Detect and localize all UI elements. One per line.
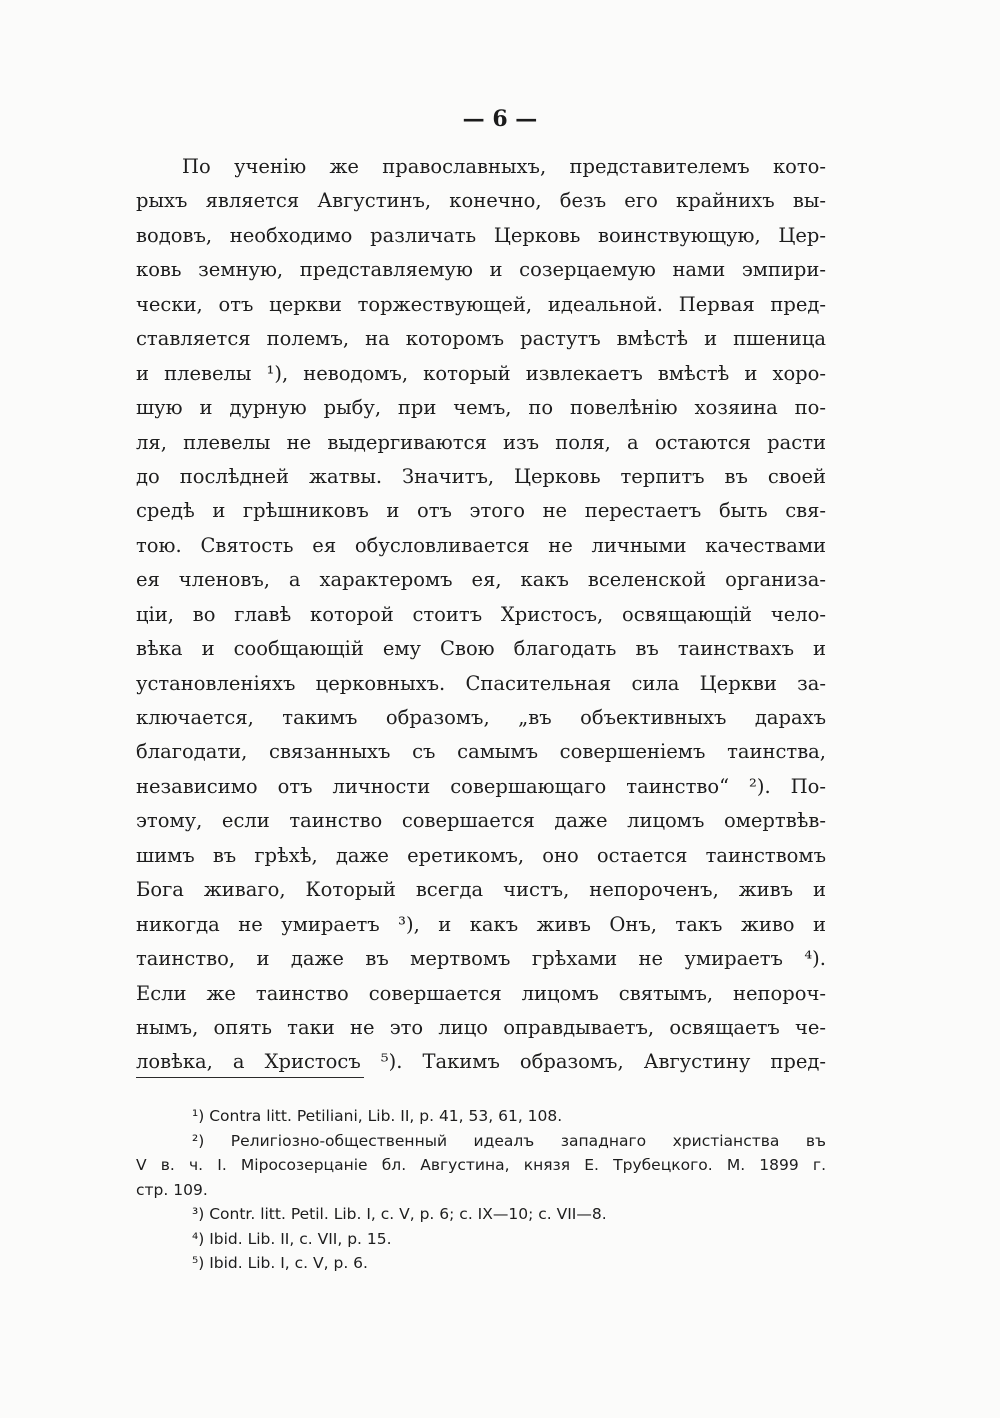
footnote-separator bbox=[136, 1077, 364, 1078]
body-line: и плевелы ¹), неводомъ, который извлекаетъ вмѣстѣ и хоро- bbox=[136, 361, 826, 385]
body-line: средѣ и грѣшниковъ и отъ этого не перестаетъ быть свя- bbox=[136, 499, 826, 523]
footnote-3: ³) Contr. litt. Petil. Lib. I, c. V, p. 6; c. IX—10; c. VII—8. bbox=[192, 1205, 607, 1223]
body-line: ковь земную, представляемую и созерцаемую нами эмпири- bbox=[136, 258, 826, 282]
body-line: чески, отъ церкви торжествующей, идеальной. Первая пред- bbox=[136, 292, 826, 316]
body-line: установленіяхъ церковныхъ. Спасительная сила Церкви за- bbox=[136, 671, 826, 695]
body-line: По ученію же православныхъ, представителемъ кото- bbox=[182, 155, 826, 178]
body-line: ея членовъ, а характеромъ ея, какъ вселенской организа- bbox=[136, 568, 826, 592]
body-line: этому, если таинство совершается даже лицомъ омертвѣв- bbox=[136, 809, 826, 833]
body-line: нымъ, опять таки не это лицо оправдываетъ, освящаетъ че- bbox=[136, 1015, 826, 1039]
body-line: ля, плевелы не выдергиваются изъ поля, а остаются расти bbox=[136, 430, 826, 454]
body-line: рыхъ является Августинъ, конечно, безъ его крайнихъ вы- bbox=[136, 189, 826, 213]
body-line: Если же таинство совершается лицомъ святымъ, непороч- bbox=[136, 981, 826, 1005]
body-line: тою. Святость ея обусловливается не личными качествами bbox=[136, 533, 826, 557]
body-line: до послѣдней жатвы. Значитъ, Церковь терпитъ въ своей bbox=[136, 464, 826, 488]
body-line: ставляется полемъ, на которомъ растутъ вмѣстѣ и пшеница bbox=[136, 327, 826, 351]
body-line: Бога живаго, Который всегда чистъ, непороченъ, живъ и bbox=[136, 878, 826, 902]
body-line: вѣка и сообщающій ему Свою благодать въ таинствахъ и bbox=[136, 637, 826, 661]
footnote-2: ²) Религіозно-общественный идеалъ западнаго христіанства въ bbox=[192, 1131, 826, 1150]
body-line: независимо отъ личности совершающаго таинство“ ²). По- bbox=[136, 774, 826, 798]
body-line: шимъ въ грѣхѣ, даже еретикомъ, оно остается таинствомъ bbox=[136, 843, 826, 867]
footnotes bbox=[136, 1104, 826, 1276]
footnote-2-continued: V в. ч. I. Міросозерцаніе бл. Августина, князя Е. Трубецкого. М. 1899 г. bbox=[136, 1156, 826, 1174]
body-line: таинство, и даже въ мертвомъ грѣхами не умираетъ ⁴). bbox=[136, 947, 826, 971]
footnote-4: ⁴) Ibid. Lib. II, c. VII, p. 15. bbox=[192, 1229, 392, 1248]
body-line: ціи, во главѣ которой стоитъ Христосъ, освящающій чело- bbox=[136, 602, 826, 626]
body-line: благодати, связанныхъ съ самымъ совершеніемъ таинства, bbox=[136, 740, 826, 764]
footnote-1: ¹) Contra litt. Petiliani, Lib. II, p. 41, 53, 61, 108. bbox=[192, 1107, 563, 1125]
footnote-5: ⁵) Ibid. Lib. I, c. V, p. 6. bbox=[192, 1254, 368, 1272]
body-text bbox=[136, 150, 826, 1080]
body-line: ключается, такимъ образомъ, „въ объективныхъ дарахъ bbox=[136, 706, 826, 729]
footnote-2-continued: стр. 109. bbox=[136, 1180, 208, 1199]
body-line: ловѣка, а Христосъ ⁵). Такимъ образомъ, Августину пред- bbox=[136, 1050, 826, 1074]
body-line: никогда не умираетъ ³), и какъ живъ Онъ, такъ живо и bbox=[136, 912, 826, 936]
body-line: шую и дурную рыбу, при чемъ, по повелѣнію хозяина по- bbox=[136, 396, 826, 420]
body-line: водовъ, необходимо различать Церковь воинствующую, Цер- bbox=[136, 223, 826, 247]
page-number: — 6 — bbox=[462, 106, 538, 132]
